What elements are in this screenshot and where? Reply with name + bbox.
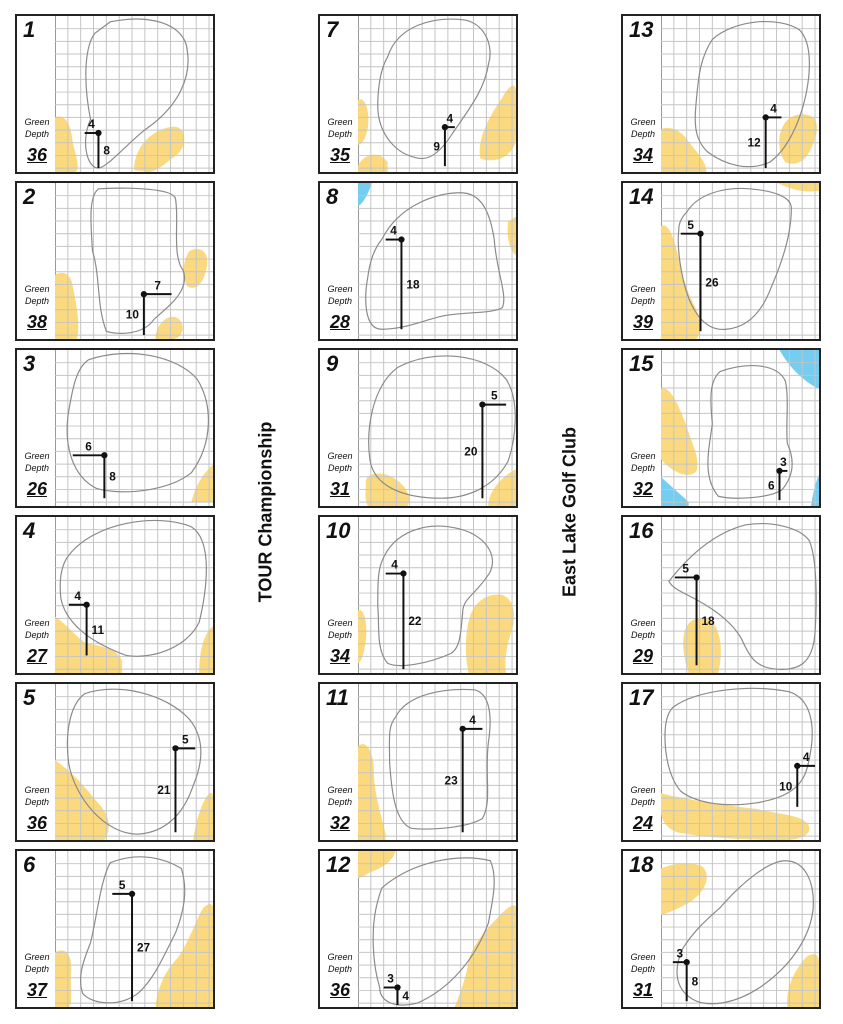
pin-dot — [479, 401, 485, 407]
green-depth-label: Green Depth — [327, 785, 353, 807]
hole-panel-15 — [621, 348, 821, 508]
green-depth-label: Green Depth — [24, 284, 50, 306]
pin-front-distance: 22 — [408, 615, 422, 629]
hole-info-column — [17, 851, 56, 1007]
hole-number: 6 — [23, 852, 36, 877]
hole-info-column — [623, 684, 662, 840]
bunker — [480, 86, 516, 161]
green-depth-value: 27 — [26, 646, 48, 666]
pin-front-distance: 6 — [767, 479, 775, 493]
green-depth-value: 38 — [26, 312, 48, 332]
green-depth-value: 26 — [26, 479, 48, 499]
pin-dot — [697, 231, 703, 237]
hole-panel-2 — [15, 181, 215, 341]
pin-dot — [460, 726, 466, 732]
pin-dot — [763, 114, 769, 120]
hole-number: 1 — [23, 17, 36, 42]
green-depth-value: 34 — [329, 646, 351, 666]
hole-number: 13 — [629, 17, 654, 42]
hole-number: 4 — [23, 518, 36, 543]
pin-front-distance: 8 — [103, 144, 110, 158]
green-depth-value: 36 — [329, 980, 351, 1000]
green-depth-value: 31 — [632, 980, 654, 1000]
green-depth-label: Green Depth — [327, 952, 353, 974]
pin-side-distance: 6 — [85, 440, 92, 454]
course-title: East Lake Golf Club — [559, 426, 580, 598]
green-outline — [67, 354, 208, 492]
pin-front-distance: 10 — [125, 308, 139, 322]
pin-dot — [141, 291, 147, 297]
hole-info-column — [17, 183, 56, 339]
green-depth-label: Green Depth — [24, 952, 50, 974]
green-depth-value: 29 — [632, 646, 654, 666]
green-depth-label: Green Depth — [630, 618, 656, 640]
bunker — [184, 249, 208, 288]
bunker — [156, 317, 183, 339]
hole-panel-9 — [318, 348, 518, 508]
green-diagram — [358, 851, 516, 1007]
hole-info-column — [320, 684, 359, 840]
pin-dot — [693, 574, 699, 580]
green-diagram — [358, 16, 516, 172]
pin-front-distance: 21 — [157, 784, 171, 798]
pin-front-distance: 9 — [433, 140, 440, 154]
pin-dot — [95, 130, 101, 136]
pin-front-distance: 12 — [747, 136, 761, 150]
hole-panel-4 — [15, 515, 215, 675]
green-depth-value: 32 — [632, 479, 654, 499]
green-depth-value: 32 — [329, 813, 351, 833]
hole-info-column — [623, 851, 662, 1007]
pin-side-distance: 5 — [490, 389, 498, 403]
green-depth-value: 35 — [329, 145, 351, 165]
pin-side-distance: 5 — [687, 218, 694, 232]
bunker — [199, 626, 213, 673]
hole-number: 15 — [629, 351, 654, 376]
hole-panel-14 — [621, 181, 821, 341]
green-depth-label: Green Depth — [24, 117, 50, 139]
green-diagram — [55, 183, 213, 339]
pin-front-distance: 10 — [779, 780, 793, 794]
bunker — [661, 793, 809, 840]
bunker — [55, 950, 71, 1007]
pin-side-distance: 4 — [391, 558, 398, 572]
green-diagram — [55, 350, 213, 506]
green-depth-value: 39 — [632, 312, 654, 332]
green-diagram — [55, 16, 213, 172]
pin-front-distance: 20 — [464, 445, 478, 459]
green-depth-label: Green Depth — [327, 451, 353, 473]
green-depth-value: 36 — [26, 813, 48, 833]
hole-panel-1 — [15, 14, 215, 174]
hole-panel-16 — [621, 515, 821, 675]
hole-panel-18 — [621, 849, 821, 1009]
bunker — [787, 954, 819, 1007]
green-depth-value: 31 — [329, 479, 351, 499]
bunker — [55, 760, 109, 840]
water-hazard — [358, 183, 372, 206]
hole-number: 3 — [23, 351, 36, 376]
hole-panel-13 — [621, 14, 821, 174]
green-diagram — [358, 517, 516, 673]
hole-number: 16 — [629, 518, 654, 543]
pin-side-distance: 4 — [88, 118, 95, 132]
green-diagram — [55, 517, 213, 673]
hole-number: 8 — [326, 184, 339, 209]
pin-dot — [172, 745, 178, 751]
hole-panel-6 — [15, 849, 215, 1009]
green-depth-label: Green Depth — [24, 618, 50, 640]
green-depth-label: Green Depth — [630, 284, 656, 306]
green-depth-label: Green Depth — [24, 451, 50, 473]
hole-info-column — [17, 517, 56, 673]
green-depth-label: Green Depth — [630, 785, 656, 807]
hole-number: 5 — [23, 685, 36, 710]
hole-panel-7 — [318, 14, 518, 174]
green-diagram — [661, 16, 819, 172]
pin-dot — [794, 763, 800, 769]
pin-front-distance: 18 — [701, 615, 715, 629]
pin-front-distance: 26 — [705, 276, 719, 290]
pin-dot — [101, 452, 107, 458]
pin-front-distance: 18 — [406, 278, 420, 292]
bunker — [55, 616, 122, 673]
green-diagram — [55, 684, 213, 840]
bunker — [134, 127, 184, 172]
pin-dot — [398, 236, 404, 242]
hole-panel-5 — [15, 682, 215, 842]
green-diagram — [661, 350, 819, 506]
green-depth-label: Green Depth — [327, 117, 353, 139]
pin-dot — [83, 602, 89, 608]
pin-dot — [129, 891, 135, 897]
green-depth-value: 24 — [632, 813, 654, 833]
pin-side-distance: 4 — [390, 224, 397, 238]
bunker — [191, 465, 213, 502]
green-outline — [60, 520, 206, 656]
pin-side-distance: 3 — [676, 947, 684, 961]
hole-panel-8 — [318, 181, 518, 341]
green-depth-value: 36 — [26, 145, 48, 165]
green-depth-label: Green Depth — [630, 451, 656, 473]
green-diagram — [661, 517, 819, 673]
green-depth-label: Green Depth — [24, 785, 50, 807]
bunker — [55, 117, 78, 172]
bunker — [778, 183, 819, 192]
hole-info-column — [320, 16, 359, 172]
hole-number: 10 — [326, 518, 351, 543]
pin-side-distance: 4 — [446, 112, 454, 126]
hole-info-column — [320, 517, 359, 673]
green-diagram — [358, 350, 516, 506]
green-diagram — [358, 183, 516, 339]
pin-front-distance: 4 — [402, 990, 410, 1004]
green-diagram — [55, 851, 213, 1007]
hole-info-column — [623, 350, 662, 506]
hole-panel-3 — [15, 348, 215, 508]
bunker — [358, 99, 368, 144]
green-depth-label: Green Depth — [630, 952, 656, 974]
hole-number: 18 — [629, 852, 654, 877]
green-depth-value: 37 — [26, 980, 48, 1000]
green-diagram — [661, 684, 819, 840]
pin-front-distance: 8 — [109, 470, 116, 484]
pin-front-distance: 27 — [136, 941, 151, 955]
hole-number: 7 — [326, 17, 339, 42]
hole-number: 17 — [629, 685, 654, 710]
water-hazard — [661, 477, 689, 506]
pin-side-distance: 5 — [682, 562, 689, 576]
green-diagram — [661, 183, 819, 339]
hole-panel-11 — [318, 682, 518, 842]
bunker — [358, 155, 388, 172]
green-depth-value: 34 — [632, 145, 654, 165]
green-depth-label: Green Depth — [327, 618, 353, 640]
hole-info-column — [623, 183, 662, 339]
pin-side-distance: 7 — [154, 279, 161, 293]
green-diagram — [358, 684, 516, 840]
pin-side-distance: 3 — [780, 456, 787, 470]
hole-number: 11 — [326, 685, 349, 710]
green-depth-value: 28 — [329, 312, 351, 332]
hole-info-column — [17, 16, 56, 172]
bunker — [55, 273, 78, 339]
green-depth-label: Green Depth — [327, 284, 353, 306]
bunker — [358, 744, 386, 840]
pin-side-distance: 4 — [802, 751, 810, 765]
pin-dot — [400, 570, 406, 576]
hole-number: 9 — [326, 351, 339, 376]
hole-info-column — [17, 684, 56, 840]
hole-info-column — [320, 851, 359, 1007]
pin-dot — [684, 959, 690, 965]
hole-info-column — [320, 183, 359, 339]
bunker — [661, 389, 697, 475]
hole-info-column — [17, 350, 56, 506]
pin-side-distance: 3 — [387, 972, 394, 986]
pin-front-distance: 8 — [691, 975, 699, 989]
hole-panel-10 — [318, 515, 518, 675]
green-outline — [389, 690, 490, 829]
hole-number: 14 — [629, 184, 654, 209]
pin-side-distance: 5 — [118, 879, 126, 893]
pin-side-distance: 4 — [770, 102, 777, 116]
hole-number: 2 — [23, 184, 36, 209]
green-depth-label: Green Depth — [630, 117, 656, 139]
tournament-title: TOUR Championship — [255, 421, 276, 603]
pin-side-distance: 4 — [74, 589, 82, 603]
bunker — [358, 851, 396, 878]
pin-side-distance: 5 — [182, 733, 189, 747]
pin-dot — [394, 984, 400, 990]
hole-info-column — [623, 16, 662, 172]
pin-front-distance: 11 — [91, 624, 105, 637]
hole-info-column — [623, 517, 662, 673]
hole-info-column — [320, 350, 359, 506]
bunker — [455, 905, 516, 1007]
pin-front-distance: 23 — [444, 774, 458, 788]
hole-number: 12 — [326, 852, 351, 877]
pin-side-distance: 4 — [469, 714, 476, 727]
green-diagram — [661, 851, 819, 1007]
hole-panel-17 — [621, 682, 821, 842]
hole-panel-12 — [318, 849, 518, 1009]
